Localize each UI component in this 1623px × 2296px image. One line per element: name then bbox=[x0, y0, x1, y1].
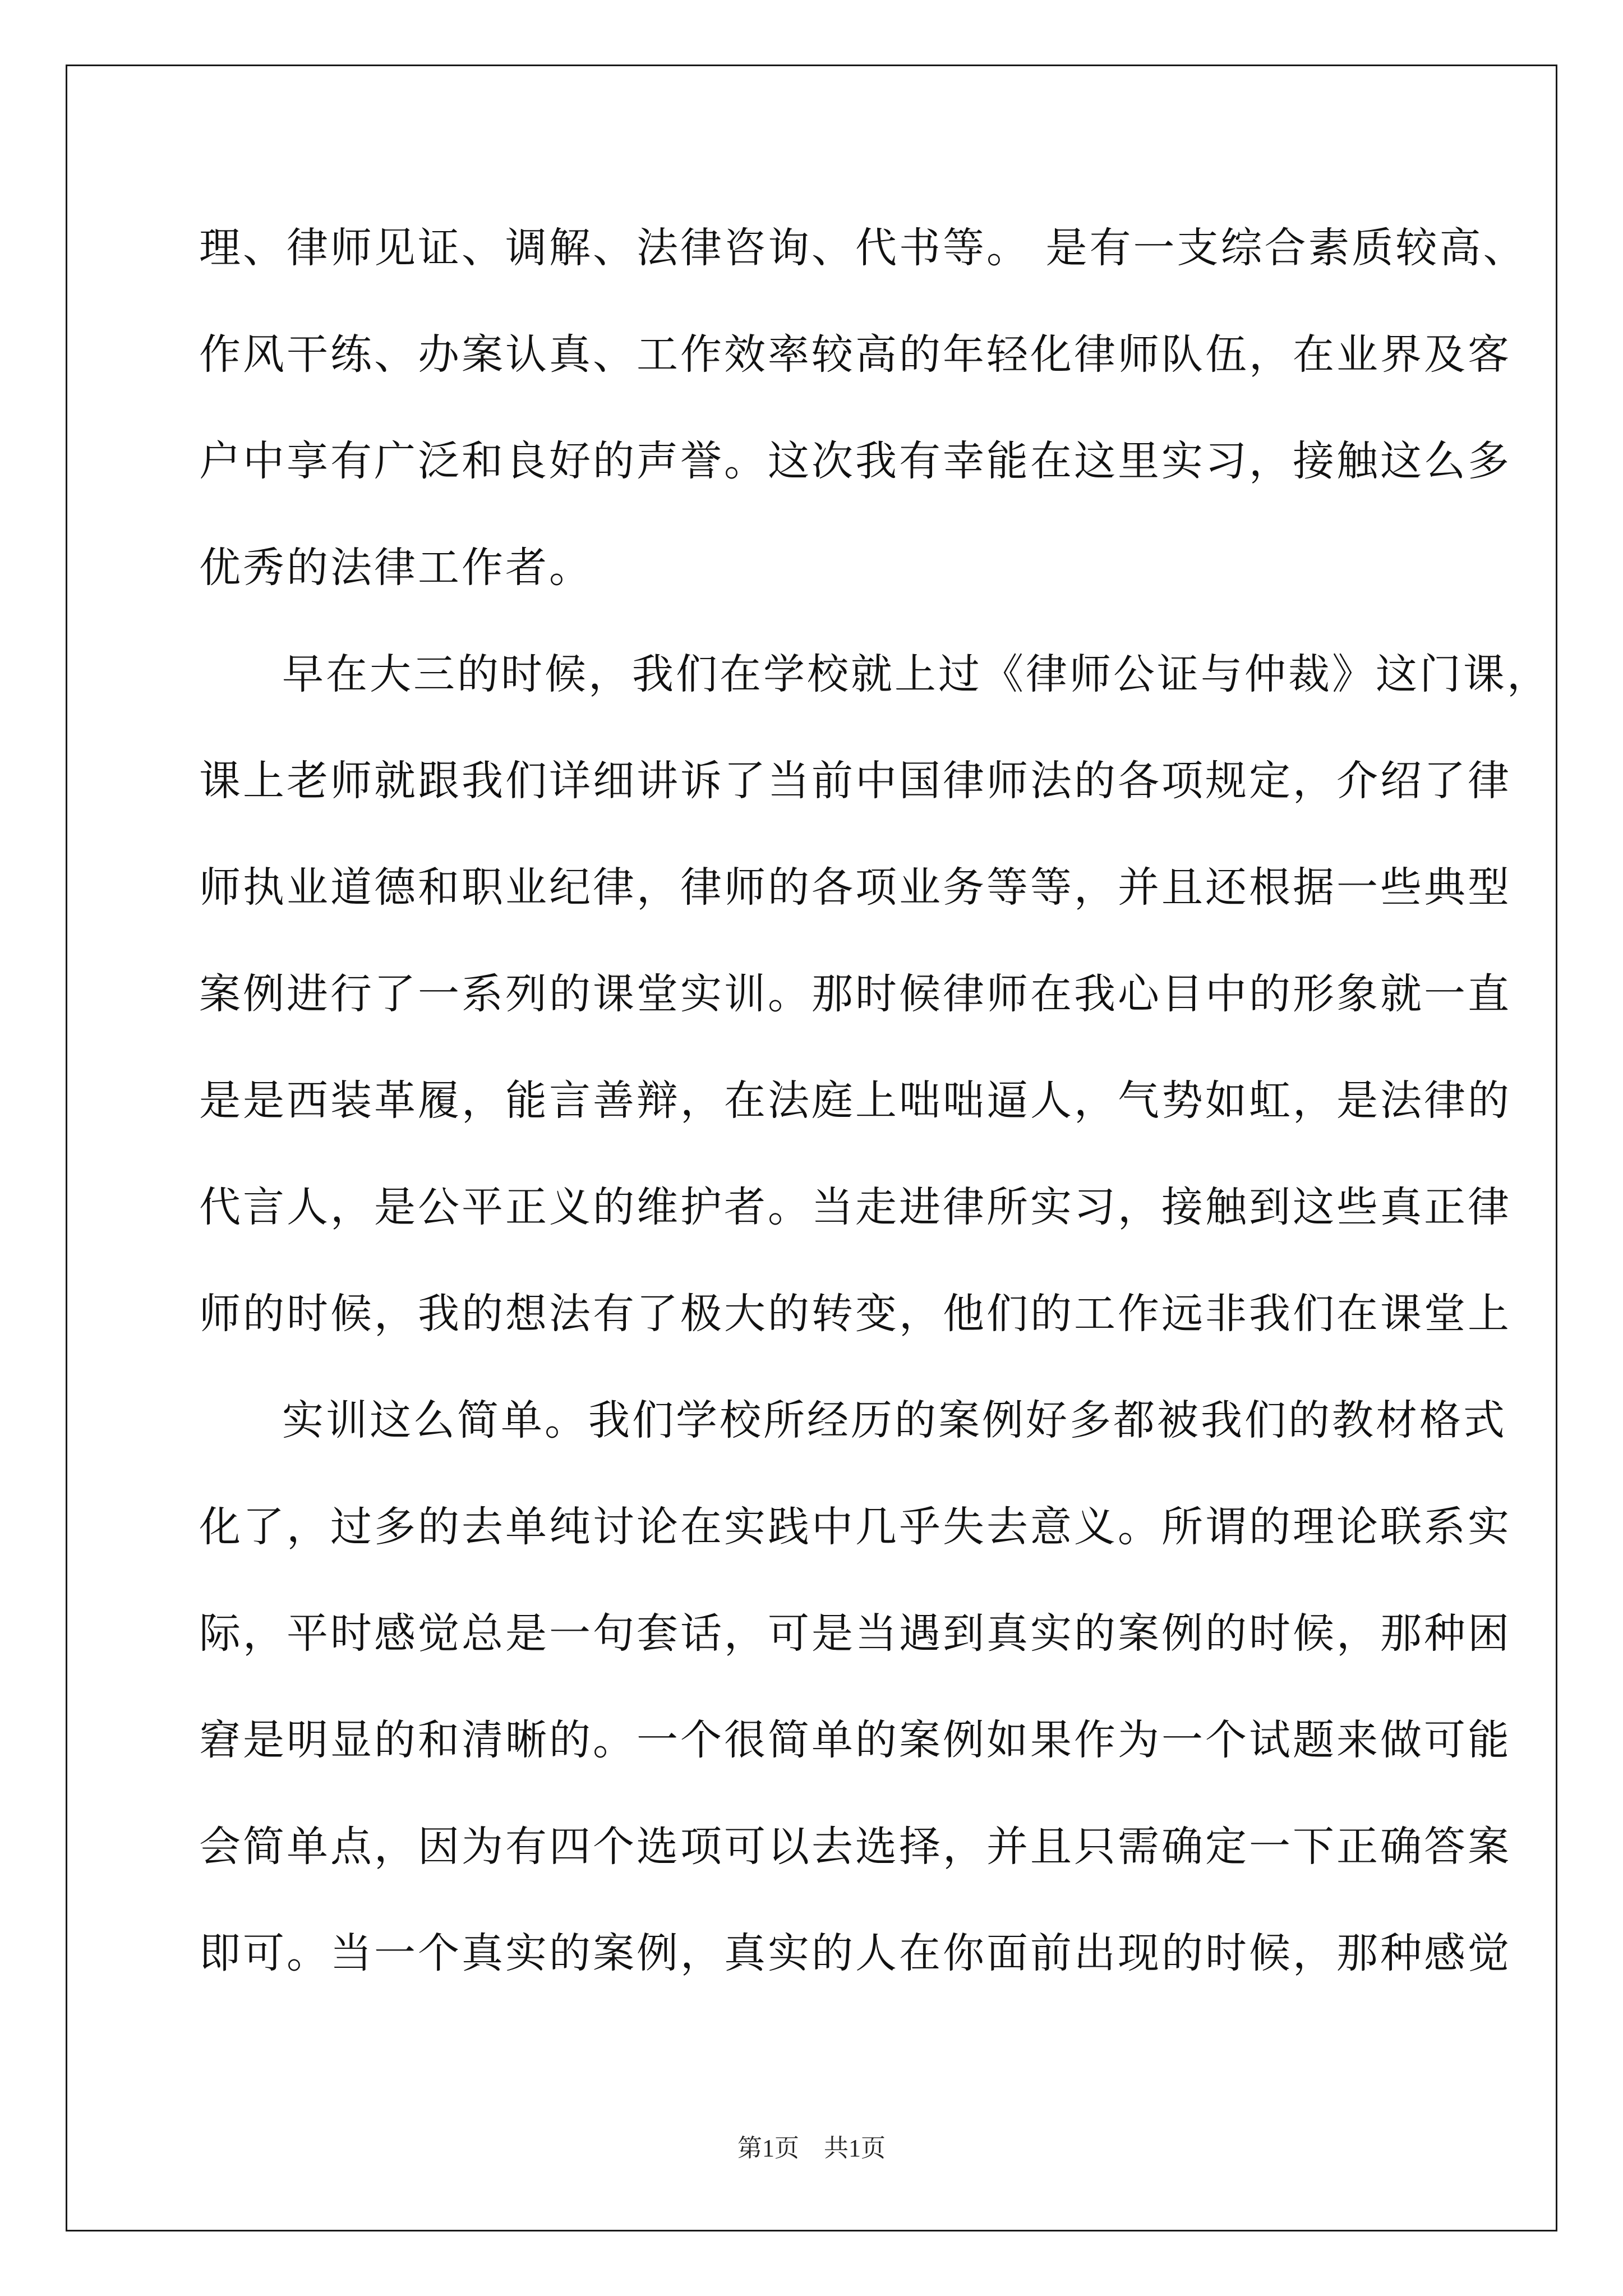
text-line: 窘是明显的和清晰的。一个很简单的案例如果作为一个试题来做可能 bbox=[199, 1716, 1511, 1764]
text-line: 化了，过多的去单纯讨论在实践中几乎失去意义。所谓的理论联系实 bbox=[199, 1503, 1511, 1551]
text-line: 户中享有广泛和良好的声誉。这次我有幸能在这里实习，接触这么多 bbox=[199, 437, 1511, 485]
page-border bbox=[66, 65, 1557, 2231]
text-line: 代言人，是公平正义的维护者。当走进律所实习，接触到这些真正律 bbox=[199, 1183, 1511, 1231]
text-line: 案例进行了一系列的课堂实训。那时候律师在我心目中的形象就一直 bbox=[199, 970, 1511, 1018]
text-line: 师执业道德和职业纪律，律师的各项业务等等，并且还根据一些典型 bbox=[199, 863, 1511, 912]
text-line: 师的时候，我的想法有了极大的转变，他们的工作远非我们在课堂上 bbox=[199, 1290, 1511, 1338]
text-line: 是是西装革履，能言善辩，在法庭上咄咄逼人，气势如虹，是法律的 bbox=[199, 1076, 1511, 1125]
page-number-footer: 第1页 共1页 bbox=[737, 2134, 886, 2162]
text-line: 会简单点，因为有四个选项可以去选择，并且只需确定一下正确答案 bbox=[199, 1823, 1511, 1871]
text-line: 际，平时感觉总是一句套话，可是当遇到真实的案例的时候，那种困 bbox=[199, 1609, 1511, 1658]
text-line: 优秀的法律工作者。 bbox=[199, 544, 593, 592]
text-line: 课上老师就跟我们详细讲诉了当前中国律师法的各项规定，介绍了律 bbox=[199, 757, 1511, 805]
text-line: 作风干练、办案认真、工作效率较高的年轻化律师队伍，在业界及客 bbox=[199, 330, 1511, 379]
text-line: 理、律师见证、调解、法律咨询、代书等。 是有一支综合素质较高、 bbox=[199, 224, 1527, 272]
text-line: 实训这么简单。我们学校所经历的案例好多都被我们的教材格式 bbox=[282, 1396, 1507, 1444]
text-line: 即可。当一个真实的案例，真实的人在你面前出现的时候，那种感觉 bbox=[199, 1929, 1511, 1977]
text-line: 早在大三的时候，我们在学校就上过《律师公证与仲裁》这门课， bbox=[282, 650, 1551, 698]
